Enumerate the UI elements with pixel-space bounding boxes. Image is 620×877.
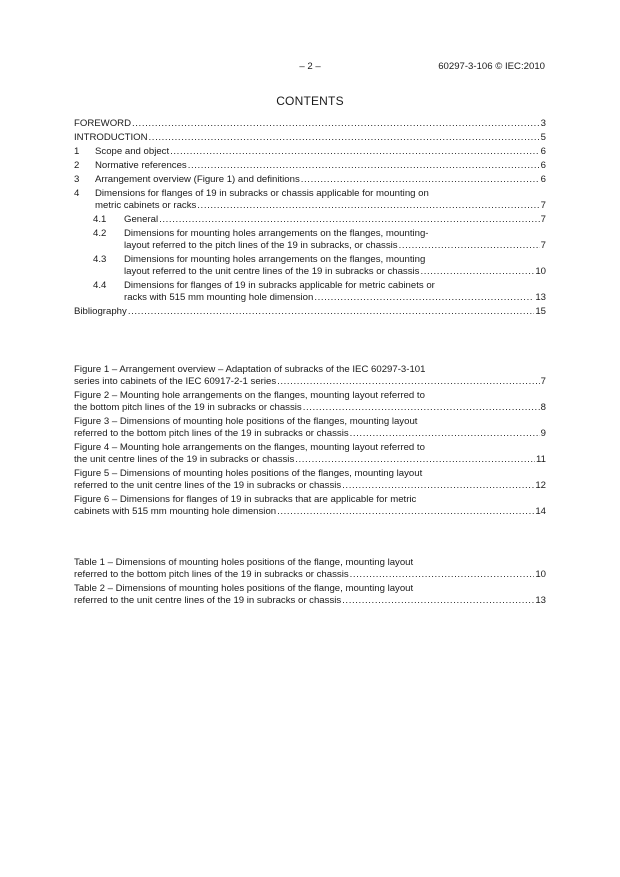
- dot-leader: [420, 266, 534, 278]
- dot-leader: [170, 146, 540, 158]
- document-reference: 60297-3-106 © IEC:2010: [438, 61, 545, 72]
- figure-entry[interactable]: Figure 4 – Mounting hole arrangements on the flanges, mounting layout referred to the unit centre lines of the 19 in subracks or chassis ..... 11: [74, 442, 546, 466]
- dot-leader: [277, 376, 540, 388]
- toc-entry-introduction[interactable]: INTRODUCTION ..... 5: [74, 132, 546, 144]
- list-of-figures: [74, 364, 546, 520]
- dot-leader: [314, 292, 534, 304]
- dot-leader: [342, 480, 534, 492]
- list-of-tables: [74, 557, 546, 609]
- figure-entry[interactable]: Figure 6 – Dimensions for flanges of 19 in subracks that are applicable for metric cabinets with 515 mm mounting hole dimension ..... 14: [74, 494, 546, 518]
- toc-entry-4-2[interactable]: 4.2 Dimensions for mounting holes arrangements on the flanges, mounting- layout referred to the pitch lines of the 19 in subracks, or chassis ..... 7: [74, 228, 546, 252]
- dot-leader: [149, 132, 540, 144]
- dot-leader: [399, 240, 540, 252]
- dot-leader: [350, 428, 540, 440]
- figure-entry[interactable]: Figure 3 – Dimensions of mounting hole positions of the flanges, mounting layout referred to the bottom pitch lines of the 19 in subracks or chassis ..... 9: [74, 416, 546, 440]
- dot-leader: [188, 160, 540, 172]
- table-entry[interactable]: Table 2 – Dimensions of mounting holes positions of the flange, mounting layout referred to the unit centre lines of the 19 in subracks or chassis ..... 13: [74, 583, 546, 607]
- dot-leader: [295, 454, 535, 466]
- dot-leader: [277, 506, 534, 518]
- toc-entry-foreword[interactable]: FOREWORD ..... 3: [74, 118, 546, 130]
- toc-entry-normative-references[interactable]: 2 Normative references ..... 6: [74, 160, 546, 172]
- dot-leader: [159, 214, 540, 226]
- dot-leader: [128, 306, 535, 318]
- figure-entry[interactable]: Figure 2 – Mounting hole arrangements on the flanges, mounting layout referred to the bottom pitch lines of the 19 in subracks or chassis ..... 8: [74, 390, 546, 414]
- toc-entry-bibliography[interactable]: Bibliography ..... 15: [74, 306, 546, 318]
- dot-leader: [303, 402, 540, 414]
- figure-entry[interactable]: Figure 5 – Dimensions of mounting holes positions of the flanges, mounting layout referred to the unit centre lines of the 19 in subracks or chassis ..... 12: [74, 468, 546, 492]
- dot-leader: [132, 118, 540, 130]
- toc-entry-scope[interactable]: 1 Scope and object ..... 6: [74, 146, 546, 158]
- dot-leader: [350, 569, 535, 581]
- toc-entry-4-3[interactable]: 4.3 Dimensions for mounting holes arrangements on the flanges, mounting layout referred to the unit centre lines of the 19 in subracks or chassis ..... 10: [74, 254, 546, 278]
- toc-entry-general[interactable]: 4.1 General ..... 7: [74, 214, 546, 226]
- toc-entry-arrangement-overview[interactable]: 3 Arrangement overview (Figure 1) and definitions ..... 6: [74, 174, 546, 186]
- figure-entry[interactable]: Figure 1 – Arrangement overview – Adaptation of subracks of the IEC 60297-3-101 series into cabinets of the IEC 60917-2-1 series ..... 7: [74, 364, 546, 388]
- dot-leader: [197, 200, 539, 212]
- toc-entry-4-4[interactable]: 4.4 Dimensions for flanges of 19 in subracks applicable for metric cabinets or racks with 515 mm mounting hole dimension ..... 13: [74, 280, 546, 304]
- table-entry[interactable]: Table 1 – Dimensions of mounting holes positions of the flange, mounting layout referred to the bottom pitch lines of the 19 in subracks or chassis ..... 10: [74, 557, 546, 581]
- table-of-contents: [74, 118, 546, 320]
- dot-leader: [301, 174, 540, 186]
- toc-entry-dimensions-for-flanges[interactable]: 4 Dimensions for flanges of 19 in subracks or chassis applicable for mounting on metric cabinets or racks ..... 7: [74, 188, 546, 212]
- dot-leader: [342, 595, 534, 607]
- page-number: – 2 –: [299, 61, 321, 72]
- contents-heading: CONTENTS: [276, 94, 344, 108]
